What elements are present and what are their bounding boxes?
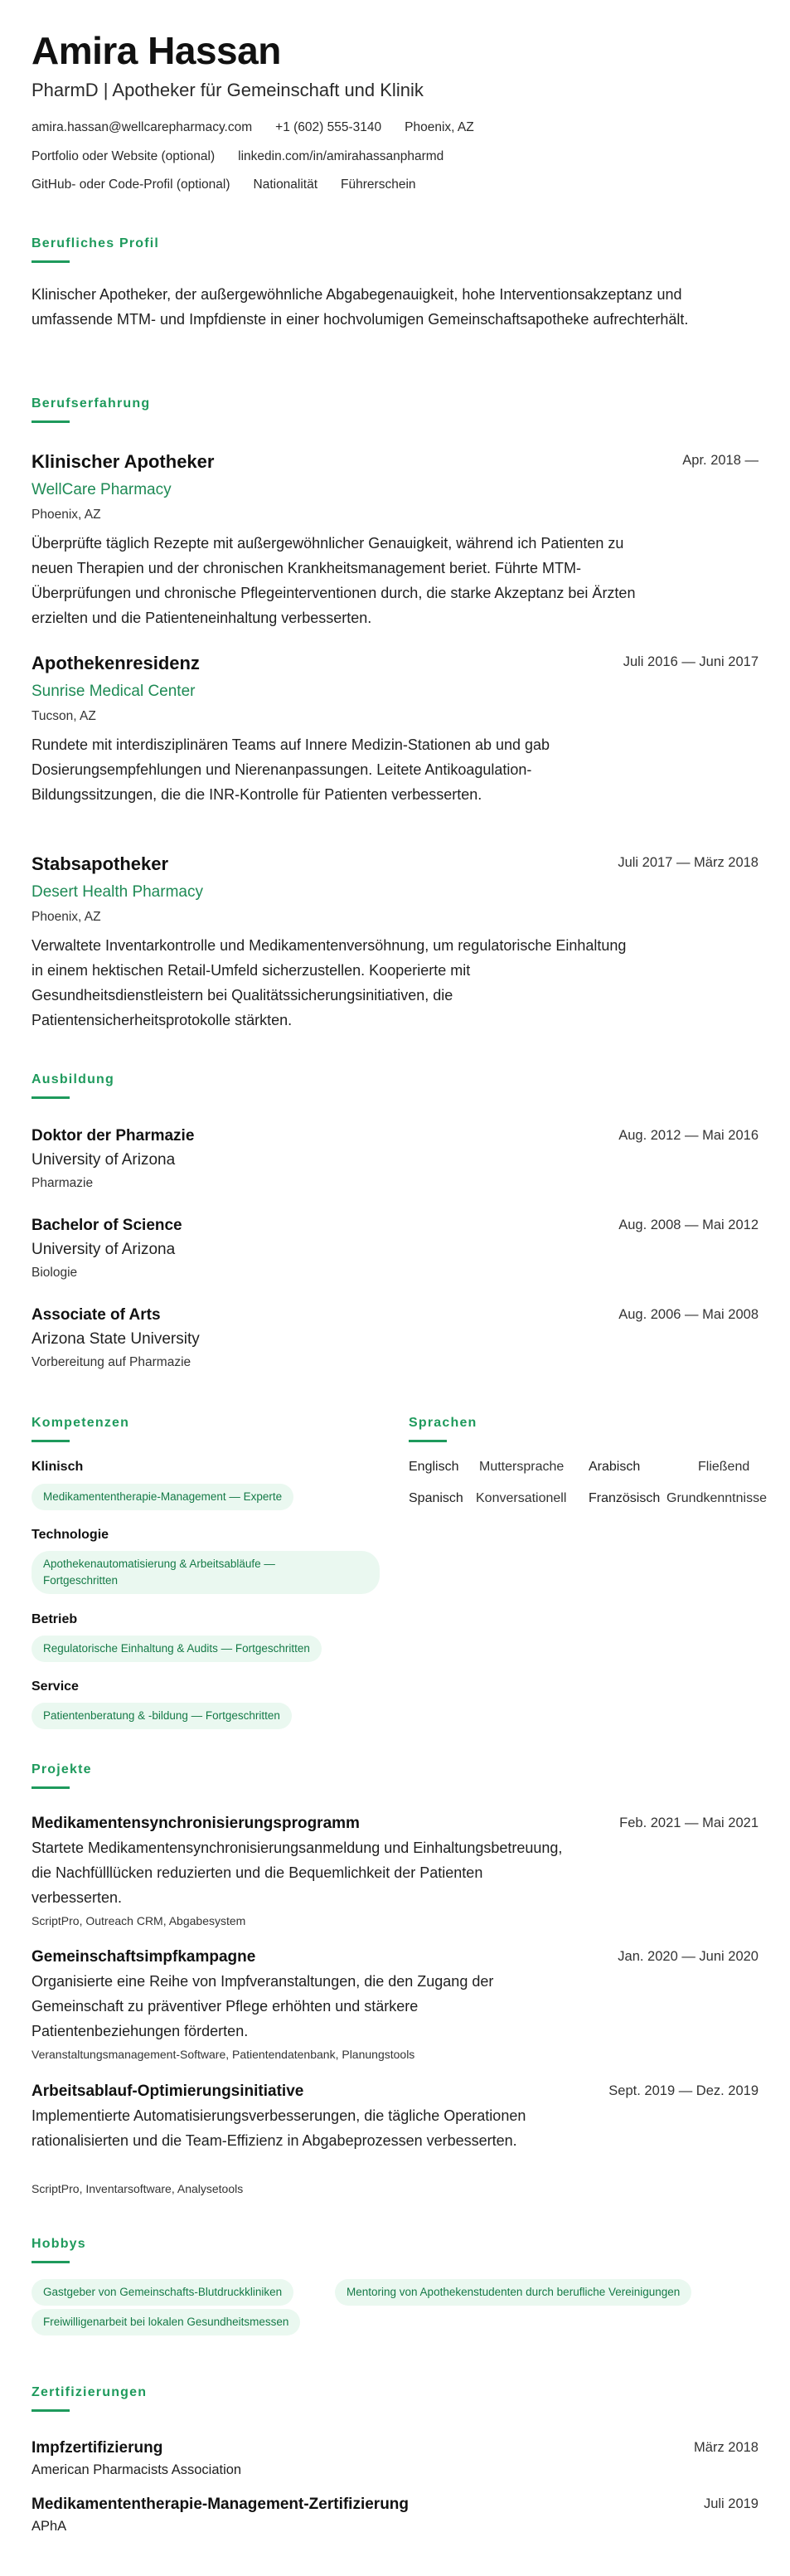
phone-text: +1 (602) 555-3140 — [275, 120, 382, 134]
language-level: Grundkenntnisse — [666, 1491, 767, 1505]
education-school: University of Arizona — [32, 1151, 176, 1169]
project-tools: Veranstaltungsmanagement-Software, Patientendatenbank, Planungstools — [32, 2048, 415, 2061]
experience-title: Stabsapotheker — [32, 853, 169, 874]
project-tools: ScriptPro, Outreach CRM, Abgabesystem — [32, 1914, 246, 1927]
education-date: Aug. 2008 — Mai 2012 — [618, 1218, 758, 1232]
project-date: Feb. 2021 — Mai 2021 — [619, 1815, 758, 1830]
certification-date: Juli 2019 — [703, 2496, 758, 2511]
certification-issuer: American Pharmacists Association — [32, 2462, 242, 2477]
education-school: Arizona State University — [32, 1330, 200, 1348]
education-date: Aug. 2006 — Mai 2008 — [618, 1307, 758, 1322]
project-description: Startete Medikamentensynchronisierungsanmeldung und Einhaltungsbetreuung, die Nachfülllücken reduzierten und die Bequemlichkeit der Patienten verbesserten. — [32, 1840, 563, 1906]
hobby-pill: Mentoring von Apothekenstudenten durch berufliche Vereinigungen — [335, 2279, 691, 2306]
section-rule — [32, 2261, 70, 2263]
experience-description: Rundete mit interdisziplinären Teams auf Innere Medizin-Stationen ab und gab Dosierungsempfehlungen und Nierenanpassungen. Leitete Antikoagulation-Bildungssitzungen, die die INR-Kontrolle für Patienten verbesserten. — [32, 736, 550, 803]
certification-title: Impfzertifizierung — [32, 2439, 163, 2457]
language-name: Englisch — [409, 1460, 459, 1474]
section-title-hobbies: Hobbys — [32, 2237, 86, 2251]
project-title: Medikamentensynchronisierungsprogramm — [32, 1815, 360, 1832]
certification-title: Medikamententherapie-Management-Zertifizierung — [32, 2496, 410, 2513]
education-degree: Doktor der Pharmazie — [32, 1127, 195, 1145]
email-link[interactable]: amira.hassan@wellcarepharmacy.com — [32, 120, 253, 134]
education-date: Aug. 2012 — Mai 2016 — [618, 1128, 758, 1143]
skill-pill-line: Fortgeschritten — [43, 1574, 119, 1587]
certification-issuer: APhA — [32, 2519, 67, 2534]
language-name: Arabisch — [589, 1460, 641, 1474]
language-name: Französisch — [589, 1491, 661, 1505]
skill-pill: Patientenberatung & -bildung — Fortgeschritten — [32, 1703, 292, 1729]
section-rule — [32, 2409, 70, 2412]
contact-row-1 — [32, 120, 474, 135]
language-name: Spanisch — [409, 1491, 463, 1505]
education-field: Vorbereitung auf Pharmazie — [32, 1355, 191, 1369]
education-school: University of Arizona — [32, 1241, 176, 1258]
section-title-projects: Projekte — [32, 1762, 92, 1776]
education-field: Biologie — [32, 1266, 78, 1280]
hobby-pill: Gastgeber von Gemeinschafts-Blutdruckkliniken — [32, 2279, 293, 2306]
portfolio-link[interactable]: Portfolio oder Website (optional) — [32, 149, 216, 163]
skill-pill-line: Apothekenautomatisierung & Arbeitsabläufe — — [43, 1558, 275, 1570]
section-title-languages: Sprachen — [409, 1416, 477, 1430]
skill-category: Service — [32, 1679, 79, 1694]
language-level: Konversationell — [476, 1491, 567, 1505]
section-title-certifications: Zertifizierungen — [32, 2385, 148, 2399]
section-rule — [32, 420, 70, 423]
candidate-name: Amira Hassan — [32, 29, 281, 72]
project-date: Sept. 2019 — Dez. 2019 — [608, 2083, 758, 2098]
skill-category: Technologie — [32, 1528, 109, 1542]
section-title-experience: Berufserfahrung — [32, 396, 151, 411]
experience-title: Apothekenresidenz — [32, 653, 200, 673]
section-title-education: Ausbildung — [32, 1072, 114, 1086]
linkedin-link[interactable]: linkedin.com/in/amirahassanpharmd — [238, 149, 444, 163]
experience-org: Desert Health Pharmacy — [32, 883, 203, 901]
section-rule — [32, 1096, 70, 1099]
location-text: Phoenix, AZ — [405, 120, 474, 134]
experience-description: Verwaltete Inventarkontrolle und Medikamentenversöhnung, um regulatorische Einhaltung in einem hektischen Retail-Umfeld sicherzustellen. Kooperierte mit Gesundheitsdienstleistern bei Qualitätssicherungsinitiativen, die Patientensicherheitsprotokolle stärkten. — [32, 937, 627, 1028]
experience-org: Sunrise Medical Center — [32, 683, 196, 700]
project-tools: ScriptPro, Inventarsoftware, Analysetools — [32, 2182, 244, 2195]
language-level: Fließend — [698, 1460, 750, 1474]
section-rule — [32, 1786, 70, 1789]
experience-location: Tucson, AZ — [32, 709, 96, 723]
project-description: Implementierte Automatisierungsverbesserungen, die tägliche Operationen rationalisierten und die Team-Effizienz in Abgabeprozessen verbesserten. — [32, 2107, 526, 2149]
headline: PharmD | Apotheker für Gemeinschaft und Klinik — [32, 80, 424, 100]
experience-description: Überprüfte täglich Rezepte mit außergewöhnlicher Genauigkeit, während ich Patienten zu neuen Therapien und der chronischen Krankheitsmanagement beriet. Führte MTM-Überprüfungen und chronische Pflegeinterventionen durch, die starke Akzeptanz bei Ärzten erzielten und die Patienteneinhaltung verbesserten. — [32, 535, 636, 626]
project-description: Organisierte eine Reihe von Impfveranstaltungen, die den Zugang der Gemeinschaft zu präventiver Pflege erhöhten und stärkere Patientenbeziehungen förderten. — [32, 1973, 494, 2039]
contact-row-2 — [32, 149, 443, 164]
nationality-text: Nationalität — [253, 177, 318, 192]
experience-org: WellCare Pharmacy — [32, 481, 172, 498]
section-rule — [32, 260, 70, 263]
contact-row-3 — [32, 177, 416, 192]
github-link[interactable]: GitHub- oder Code-Profil (optional) — [32, 177, 230, 192]
profile-text: Klinischer Apotheker, der außergewöhnliche Abgabegenauigkeit, hohe Interventionsakzeptanz und umfassende MTM- und Impfdienste in einer hochvolumigen Gemeinschaftsapotheke aufrechterhält. — [32, 286, 689, 328]
section-title-skills: Kompetenzen — [32, 1416, 130, 1430]
section-rule — [409, 1440, 447, 1442]
skill-category: Klinisch — [32, 1460, 84, 1474]
education-degree: Associate of Arts — [32, 1306, 161, 1324]
experience-location: Phoenix, AZ — [32, 508, 101, 522]
experience-date: Apr. 2018 — — [682, 453, 758, 468]
section-title-profile: Berufliches Profil — [32, 236, 160, 250]
experience-date: Juli 2016 — Juni 2017 — [623, 654, 758, 669]
experience-title: Klinischer Apotheker — [32, 451, 215, 472]
license-text: Führerschein — [341, 177, 416, 192]
project-title: Arbeitsablauf-Optimierungsinitiative — [32, 2083, 304, 2100]
education-field: Pharmazie — [32, 1176, 94, 1190]
hobby-pill: Freiwilligenarbeit bei lokalen Gesundheitsmessen — [32, 2309, 300, 2335]
certification-date: März 2018 — [694, 2440, 758, 2455]
section-rule — [32, 1440, 70, 1442]
project-title: Gemeinschaftsimpfkampagne — [32, 1948, 256, 1966]
skill-pill: Medikamententherapie-Management — Experte — [32, 1484, 293, 1510]
skill-pill: Regulatorische Einhaltung & Audits — Fortgeschritten — [32, 1636, 322, 1662]
skill-pill — [32, 1551, 380, 1594]
language-level: Muttersprache — [479, 1460, 565, 1474]
project-date: Jan. 2020 — Juni 2020 — [618, 1949, 758, 1964]
experience-date: Juli 2017 — März 2018 — [618, 855, 758, 870]
experience-location: Phoenix, AZ — [32, 910, 101, 924]
education-degree: Bachelor of Science — [32, 1217, 182, 1234]
skill-category: Betrieb — [32, 1612, 78, 1626]
